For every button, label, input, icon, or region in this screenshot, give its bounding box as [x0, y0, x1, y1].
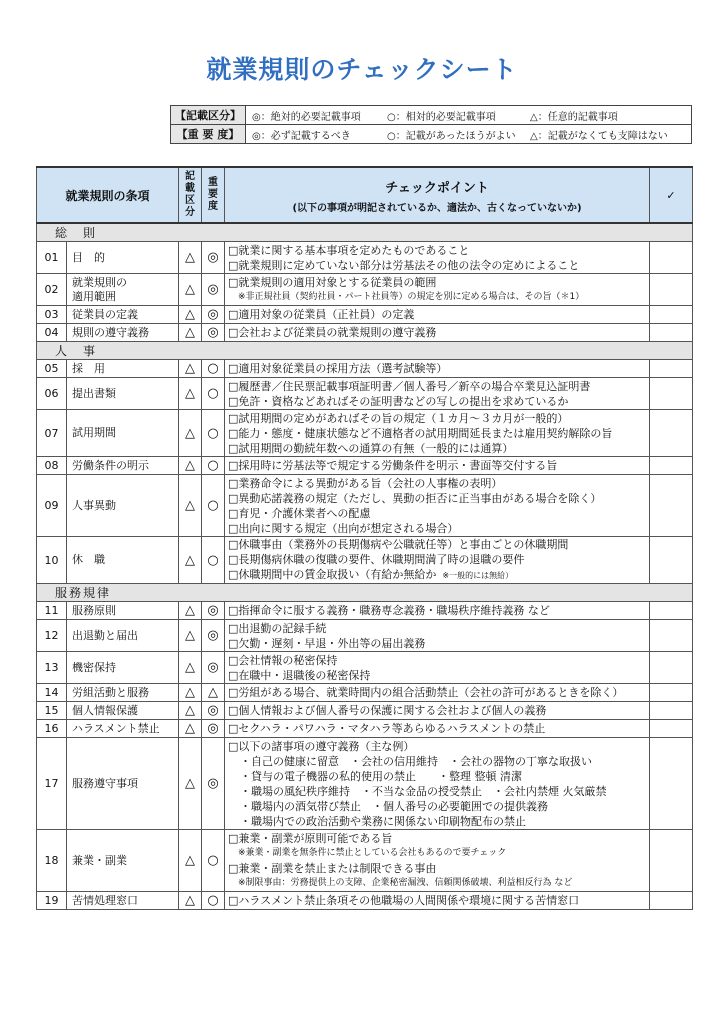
legend-item: △：任意的記載事項 — [530, 111, 618, 123]
legend-item: ○：記載があったほうがよい — [387, 130, 516, 142]
checkpoint-item: □適用対象の従業員（正社員）の定義 — [228, 308, 415, 321]
row-number: 09 — [37, 475, 67, 537]
checkpoint-item: □育児・介護休業者への配慮 — [228, 506, 371, 520]
row-number: 08 — [37, 457, 67, 475]
row-checkpoints — [225, 457, 650, 475]
checkpoint-item: □適用対象従業員の採用方法（選考試験等） — [228, 362, 448, 375]
row-kubun: △ — [179, 306, 202, 324]
checkpoint-item: □休職期間中の賃金取扱い（有給か無給か ※一般的には無給） — [228, 568, 514, 581]
check-box[interactable] — [650, 410, 693, 457]
header-juyodo: 重 要 度 — [202, 167, 225, 223]
row-juyodo: ◎ — [202, 702, 225, 720]
checkpoint-item: □採用時に労基法等で規定する労働条件を明示・書面等交付する旨 — [228, 459, 558, 472]
check-box[interactable] — [650, 892, 693, 910]
check-box[interactable] — [650, 306, 693, 324]
legend-item: ◎：必ず記載するべき — [252, 130, 351, 142]
row-checkpoints — [225, 324, 650, 342]
checkpoint-item: ・自己の健康に留意 ・会社の信用維持 ・会社の器物の丁寧な取扱い — [240, 754, 593, 768]
checkpoint-item: ・職場内の酒気帯び禁止 ・個人番号の必要範囲での提供義務 — [240, 799, 549, 813]
article-name-line: 規則の遵守義務 — [72, 325, 149, 339]
table-row — [37, 274, 693, 306]
row-juyodo: △ — [202, 684, 225, 702]
row-article-name — [67, 378, 179, 410]
check-box[interactable] — [650, 602, 693, 620]
row-number: 17 — [37, 738, 67, 830]
checkpoint-item: □兼業・副業が原則可能である旨 — [228, 831, 393, 845]
checkpoint-item: □指揮命令に服する義務・職務専念義務・職場秩序維持義務 など — [228, 604, 550, 617]
checkpoint-item: □業務命令による異動がある旨（会社の人事権の表明） — [228, 476, 503, 490]
row-kubun: △ — [179, 274, 202, 306]
article-name-line: 兼業・副業 — [72, 853, 127, 867]
article-name-line: 苦情処理窓口 — [72, 893, 138, 907]
article-name-line: 従業員の定義 — [72, 307, 138, 321]
row-article-name — [67, 274, 179, 306]
table-row — [37, 378, 693, 410]
row-kubun: △ — [179, 684, 202, 702]
checkpoint-item: □就業規則の適用対象とする従業員の範囲 — [228, 275, 437, 289]
legend-row-kubun — [171, 106, 692, 125]
checkpoint-item: □兼業・副業を禁止または制限できる事由 — [228, 861, 437, 875]
checkpoint-item: □就業規則に定めていない部分は労基法その他の法令の定めによること — [228, 258, 580, 272]
legend-item: △：記載がなくても支障はない — [530, 130, 668, 142]
article-name-line: 出退勤と届出 — [72, 628, 138, 642]
checkpoint-item: □会社情報の秘密保持 — [228, 653, 338, 667]
checkpoint-item: □能力・態度・健康状態など不適格者の試用期間延長または雇用契約解除の旨 — [228, 426, 613, 440]
row-kubun: △ — [179, 242, 202, 274]
row-number: 02 — [37, 274, 67, 306]
row-checkpoints — [225, 684, 650, 702]
row-juyodo: ○ — [202, 830, 225, 892]
checkpoint-item: □長期傷病休職の復職の要件、休職期間満了時の退職の要件 — [228, 553, 525, 566]
row-number: 19 — [37, 892, 67, 910]
row-number: 14 — [37, 684, 67, 702]
row-article-name — [67, 242, 179, 274]
row-checkpoints — [225, 242, 650, 274]
row-checkpoints — [225, 620, 650, 652]
article-name-line: 適用範囲 — [72, 289, 116, 303]
checkpoint-item: □免許・資格などあればその証明書などの写しの提出を求めているか — [228, 394, 569, 408]
row-checkpoints — [225, 306, 650, 324]
row-number: 18 — [37, 830, 67, 892]
article-name-line: ハラスメント禁止 — [72, 721, 160, 735]
table-row — [37, 324, 693, 342]
check-box[interactable] — [650, 475, 693, 537]
legend-table — [170, 105, 692, 144]
section-row — [37, 584, 693, 602]
article-name-line: 服務遵守事項 — [72, 776, 138, 790]
article-name-line: 休 職 — [72, 553, 105, 566]
table-row — [37, 620, 693, 652]
row-checkpoints — [225, 475, 650, 537]
row-kubun: △ — [179, 830, 202, 892]
checkpoint-item: □就業に関する基本事項を定めたものであること — [228, 243, 470, 257]
checkpoint-item: □休職事由（業務外の長期傷病や公職就任等）と事由ごとの休職期間 — [228, 538, 569, 551]
article-name-line: 機密保持 — [72, 660, 116, 674]
section-title: 服務規律 — [37, 584, 693, 602]
checkpoint-item: □会社および従業員の就業規則の遵守義務 — [228, 326, 437, 339]
row-checkpoints — [225, 892, 650, 910]
row-number: 13 — [37, 652, 67, 684]
article-name-line: 労働条件の明示 — [72, 458, 149, 472]
checklist-table — [36, 166, 693, 910]
table-row — [37, 242, 693, 274]
row-article-name — [67, 684, 179, 702]
legend-item: ○：相対的必要記載事項 — [387, 111, 496, 123]
row-article-name — [67, 602, 179, 620]
row-article-name — [67, 537, 179, 584]
article-name-line: 労組活動と服務 — [72, 685, 149, 699]
row-juyodo: ○ — [202, 892, 225, 910]
header-kubun: 記 載 区 分 — [179, 167, 202, 223]
check-box[interactable] — [650, 738, 693, 830]
row-article-name — [67, 702, 179, 720]
row-checkpoints — [225, 720, 650, 738]
row-checkpoints — [225, 602, 650, 620]
row-juyodo: ○ — [202, 457, 225, 475]
row-article-name — [67, 306, 179, 324]
checkpoint-item: ※制限事由：労務提供上の支障、企業秘密漏洩、信頼関係破壊、利益相反行為 など — [238, 877, 573, 888]
row-checkpoints — [225, 274, 650, 306]
checkpoint-item: □ハラスメント禁止条項その他職場の人間関係や環境に関する苦情窓口 — [228, 894, 580, 907]
row-checkpoints — [225, 537, 650, 584]
row-checkpoints — [225, 738, 650, 830]
row-article-name — [67, 360, 179, 378]
row-article-name — [67, 475, 179, 537]
section-row — [37, 342, 693, 360]
table-row — [37, 306, 693, 324]
section-title: 総 則 — [37, 223, 693, 242]
table-row — [37, 684, 693, 702]
header-check: ✓ — [650, 167, 693, 223]
legend-key: 【記載区分】 — [171, 106, 246, 125]
row-juyodo: ○ — [202, 410, 225, 457]
row-kubun: △ — [179, 378, 202, 410]
row-checkpoints — [225, 378, 650, 410]
row-kubun: △ — [179, 602, 202, 620]
article-name-line: 就業規則の — [72, 275, 127, 289]
row-number: 01 — [37, 242, 67, 274]
row-kubun: △ — [179, 702, 202, 720]
row-kubun: △ — [179, 457, 202, 475]
checkpoint-item: □以下の諸事項の遵守義務（主な例） — [228, 739, 415, 753]
table-row — [37, 738, 693, 830]
row-kubun: △ — [179, 537, 202, 584]
row-kubun: △ — [179, 360, 202, 378]
row-article-name — [67, 457, 179, 475]
article-name-line: 試用期間 — [72, 426, 116, 439]
check-box[interactable] — [650, 652, 693, 684]
checkpoint-item: □労組がある場合、就業時間内の組合活動禁止（会社の許可があるときを除く） — [228, 686, 624, 699]
row-article-name — [67, 738, 179, 830]
check-box[interactable] — [650, 360, 693, 378]
check-box[interactable] — [650, 684, 693, 702]
row-kubun: △ — [179, 720, 202, 738]
table-row — [37, 360, 693, 378]
row-juyodo: ○ — [202, 360, 225, 378]
row-juyodo: ○ — [202, 537, 225, 584]
legend-row-juyodo — [171, 125, 692, 144]
row-checkpoints — [225, 830, 650, 892]
check-box[interactable] — [650, 457, 693, 475]
row-juyodo: ◎ — [202, 306, 225, 324]
row-juyodo: ◎ — [202, 274, 225, 306]
article-name-line: 提出書類 — [72, 386, 116, 400]
row-kubun: △ — [179, 892, 202, 910]
checkpoint-item: □出向に関する規定（出向が想定される場合） — [228, 521, 459, 535]
header-checkpoint: チェックポイント (以下の事項が明記されているか、適法か、古くなっていないか) — [225, 167, 650, 223]
legend-key: 【重 要 度】 — [171, 125, 246, 144]
table-row — [37, 602, 693, 620]
row-checkpoints — [225, 410, 650, 457]
row-juyodo: ◎ — [202, 242, 225, 274]
row-article-name — [67, 620, 179, 652]
article-name-line: 目 的 — [72, 250, 105, 264]
check-box[interactable] — [650, 274, 693, 306]
table-row — [37, 830, 693, 892]
checkpoint-item: □出退勤の記録手続 — [228, 621, 327, 635]
legend-item: ◎：絶対的必要記載事項 — [252, 111, 361, 123]
article-name-line: 人事異動 — [72, 498, 116, 512]
row-number: 04 — [37, 324, 67, 342]
row-juyodo: ◎ — [202, 324, 225, 342]
row-number: 05 — [37, 360, 67, 378]
row-number: 06 — [37, 378, 67, 410]
row-checkpoints — [225, 702, 650, 720]
section-row — [37, 223, 693, 242]
row-checkpoints — [225, 652, 650, 684]
header-article: 就業規則の条項 — [37, 167, 179, 223]
checkpoint-item: □欠勤・遅刻・早退・外出等の届出義務 — [228, 636, 426, 650]
checkpoint-item: ・職場内での政治活動や業務に関係ない印刷物配布の禁止 — [240, 814, 527, 828]
checkpoint-item: ・職場の風紀秩序維持 ・不当な金品の授受禁止 ・会社内禁煙 火気厳禁 — [240, 784, 607, 798]
row-number: 07 — [37, 410, 67, 457]
row-juyodo: ◎ — [202, 602, 225, 620]
row-article-name — [67, 892, 179, 910]
check-box[interactable] — [650, 720, 693, 738]
check-box[interactable] — [650, 620, 693, 652]
row-juyodo: ○ — [202, 475, 225, 537]
row-number: 15 — [37, 702, 67, 720]
checkpoint-item: ※兼業・副業を無条件に禁止としている会社もあるので要チェック — [238, 847, 507, 858]
table-row — [37, 475, 693, 537]
article-name-line: 採 用 — [72, 361, 105, 375]
row-article-name — [67, 720, 179, 738]
checkpoint-item: □試用期間の勤続年数への通算の有無（一般的には通算） — [228, 441, 514, 455]
row-article-name — [67, 830, 179, 892]
row-juyodo: ◎ — [202, 720, 225, 738]
table-row — [37, 410, 693, 457]
row-article-name — [67, 652, 179, 684]
check-box[interactable] — [650, 242, 693, 274]
row-number: 16 — [37, 720, 67, 738]
page-title: 就業規則のチェックシート — [206, 55, 518, 84]
row-juyodo: ◎ — [202, 652, 225, 684]
checkpoint-item: □試用期間の定めがあればその旨の規定（１カ月～３カ月が一般的） — [228, 411, 569, 425]
checkpoint-note: ※一般的には無給） — [442, 571, 514, 580]
table-row — [37, 457, 693, 475]
article-name-line: 個人情報保護 — [72, 703, 138, 717]
article-name-line: 服務原則 — [72, 603, 116, 617]
row-number: 03 — [37, 306, 67, 324]
row-article-name — [67, 324, 179, 342]
row-kubun: △ — [179, 324, 202, 342]
row-number: 11 — [37, 602, 67, 620]
check-box[interactable] — [650, 537, 693, 584]
table-row — [37, 702, 693, 720]
row-checkpoints — [225, 360, 650, 378]
table-row — [37, 652, 693, 684]
check-box[interactable] — [650, 830, 693, 892]
row-number: 12 — [37, 620, 67, 652]
row-kubun: △ — [179, 410, 202, 457]
checkpoint-item: □履歴書／住民票記載事項証明書／個人番号／新卒の場合卒業見込証明書 — [228, 379, 591, 393]
row-kubun: △ — [179, 738, 202, 830]
row-article-name — [67, 410, 179, 457]
checkpoint-item: □在職中・退職後の秘密保持 — [228, 668, 371, 682]
row-juyodo: ○ — [202, 378, 225, 410]
check-box[interactable] — [650, 702, 693, 720]
table-header — [37, 167, 693, 223]
row-juyodo: ◎ — [202, 620, 225, 652]
table-row — [37, 537, 693, 584]
checkpoint-item: □セクハラ・パワハラ・マタハラ等あらゆるハラスメントの禁止 — [228, 722, 546, 735]
row-juyodo: ◎ — [202, 738, 225, 830]
row-number: 10 — [37, 537, 67, 584]
table-row — [37, 720, 693, 738]
checkpoint-item: □個人情報および個人番号の保護に関する会社および個人の義務 — [228, 704, 547, 717]
checkpoint-item: ※非正規社員（契約社員・パート社員等）の規定を別に定める場合は、その旨（＊1） — [238, 291, 585, 302]
checkpoint-item: ・貸与の電子機器の私的使用の禁止 ・整理 整頓 清潔 — [240, 769, 523, 783]
row-kubun: △ — [179, 620, 202, 652]
check-box[interactable] — [650, 378, 693, 410]
table-row — [37, 892, 693, 910]
check-box[interactable] — [650, 324, 693, 342]
section-title: 人 事 — [37, 342, 693, 360]
row-kubun: △ — [179, 652, 202, 684]
row-kubun: △ — [179, 475, 202, 537]
checkpoint-item: □異動応諾義務の規定（ただし、異動の拒否に正当事由がある場合を除く） — [228, 491, 602, 505]
